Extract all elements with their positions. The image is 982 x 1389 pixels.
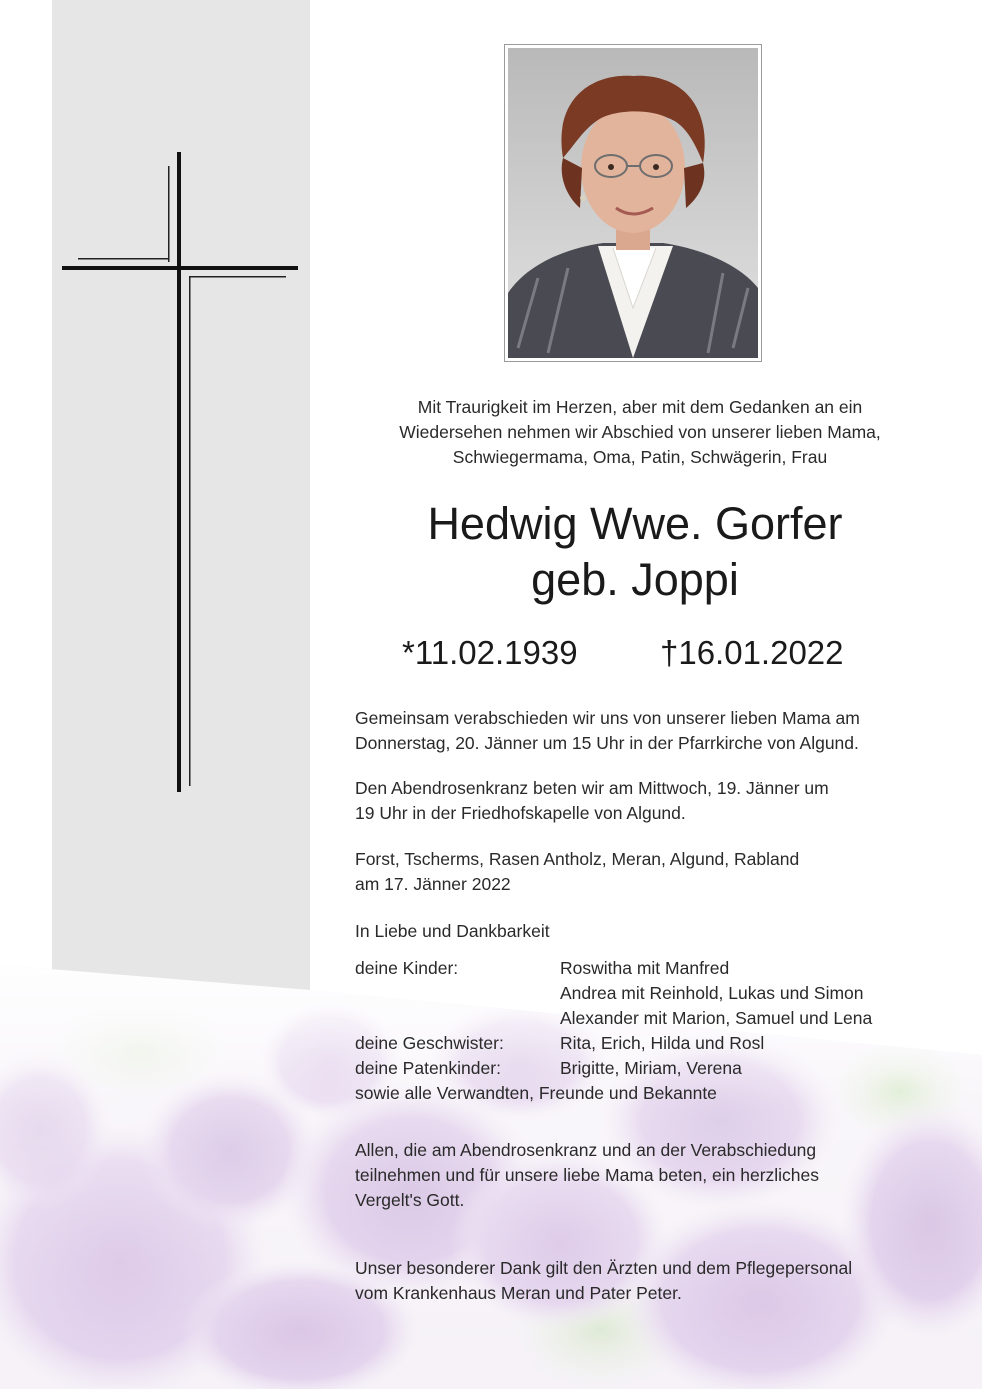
- children-name: Roswitha mit Manfred: [560, 958, 730, 978]
- family-row-siblings: [355, 1031, 955, 1056]
- intro-line: Schwiegermama, Oma, Patin, Schwägerin, Frau: [452, 447, 828, 467]
- family-row-godchildren: [355, 1056, 955, 1081]
- thanks-line: Vergelt's Gott.: [355, 1190, 465, 1210]
- family-row-children: [355, 981, 955, 1006]
- places-line: Forst, Tscherms, Rasen Antholz, Meran, Algund, Rabland: [355, 849, 800, 869]
- maiden-name-line: geb. Joppi: [531, 554, 739, 605]
- place-date: [355, 847, 945, 897]
- godchildren-names: Brigitte, Miriam, Verena: [560, 1058, 742, 1078]
- thanks-line: vom Krankenhaus Meran und Pater Peter.: [355, 1283, 682, 1303]
- thanks-staff: [355, 1256, 945, 1306]
- deceased-name: [300, 496, 970, 608]
- thanks-line: Allen, die am Abendrosenkranz und an der Verabschiedung: [355, 1140, 817, 1160]
- deceased-name-line: Hedwig Wwe. Gorfer: [427, 498, 843, 549]
- rosary-notice: [355, 776, 945, 826]
- family-row-children: [355, 956, 955, 981]
- intro-line: Wiedersehen nehmen wir Abschied von unserer lieben Mama,: [399, 422, 881, 442]
- family-list: [355, 956, 955, 1106]
- cross-icon: [60, 150, 300, 795]
- portrait-photo: [504, 44, 762, 362]
- siblings-names: Rita, Erich, Hilda und Rosl: [560, 1033, 765, 1053]
- children-label: deine Kinder:: [355, 958, 459, 978]
- funeral-line: Donnerstag, 20. Jänner um 15 Uhr in der Pfarrkirche von Algund.: [355, 733, 859, 753]
- family-row-children: [355, 1006, 955, 1031]
- godchildren-label: deine Patenkinder:: [355, 1058, 501, 1078]
- children-name: Andrea mit Reinhold, Lukas und Simon: [560, 983, 864, 1003]
- intro-text: [330, 395, 950, 470]
- thanks-attendees: [355, 1138, 945, 1213]
- thanks-line: teilnehmen und für unsere liebe Mama beten, ein herzliches: [355, 1165, 820, 1185]
- date-line: am 17. Jänner 2022: [355, 874, 511, 894]
- others-line: sowie alle Verwandten, Freunde und Bekannte: [355, 1083, 717, 1103]
- intro-line: Mit Traurigkeit im Herzen, aber mit dem Gedanken an ein: [417, 397, 863, 417]
- death-date: †16.01.2022: [660, 634, 844, 671]
- siblings-label: deine Geschwister:: [355, 1033, 504, 1053]
- closing-text: [355, 919, 945, 944]
- birth-date: *11.02.1939: [402, 634, 578, 671]
- children-name: Alexander mit Marion, Samuel und Lena: [560, 1008, 873, 1028]
- closing-line: In Liebe und Dankbarkeit: [355, 921, 550, 941]
- thanks-line: Unser besonderer Dank gilt den Ärzten und dem Pflegepersonal: [355, 1258, 853, 1278]
- rosary-line: 19 Uhr in der Friedhofskapelle von Algund.: [355, 803, 686, 823]
- funeral-notice: [355, 706, 945, 756]
- funeral-line: Gemeinsam verabschieden wir uns von unserer lieben Mama am: [355, 708, 860, 728]
- rosary-line: Den Abendrosenkranz beten wir am Mittwoch, 19. Jänner um: [355, 778, 829, 798]
